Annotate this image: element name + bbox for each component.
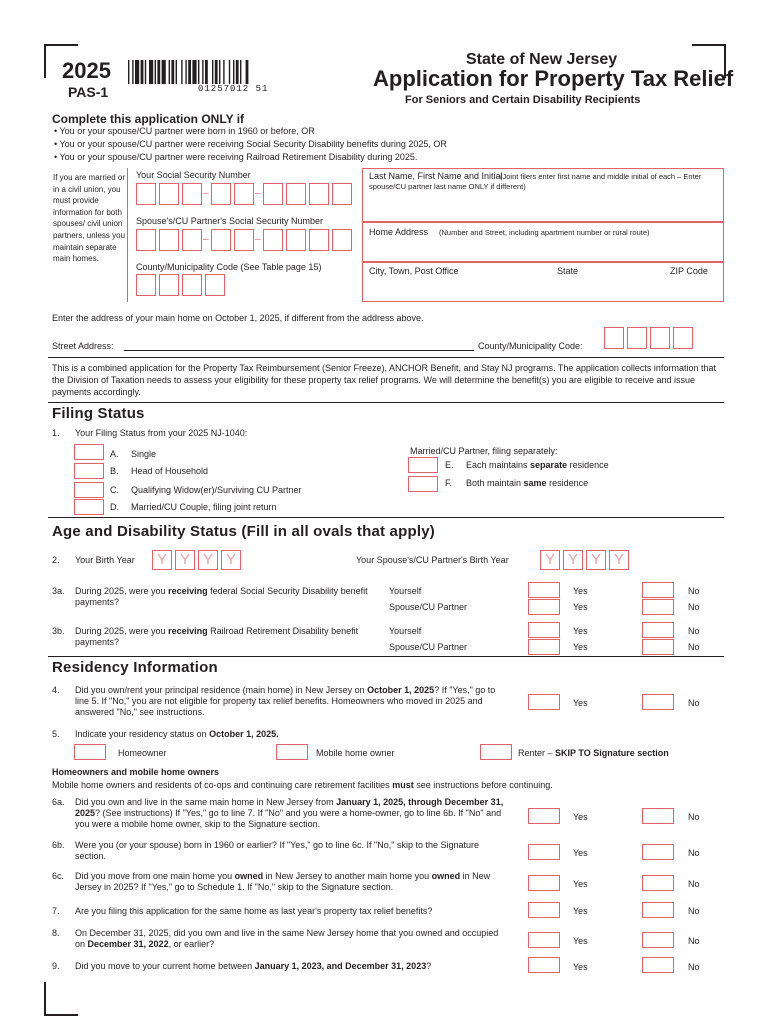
q3a-yourself-no-box[interactable] <box>642 582 674 598</box>
yes-label: Yes <box>573 962 588 972</box>
no-label: No <box>688 962 700 972</box>
option-hoh: Head of Household <box>131 466 209 476</box>
q2-spouse-text: Your Spouse's/CU Partner's Birth Year <box>356 555 509 565</box>
ssn-separator: – <box>255 188 261 199</box>
spouse-birth-year-digit[interactable]: Y <box>609 550 629 570</box>
barcode-bar <box>233 60 234 84</box>
divider-line <box>48 656 724 657</box>
yourself-label: Yourself <box>389 626 422 636</box>
q4-no-box[interactable] <box>642 694 674 710</box>
q8-text: On December 31, 2025, did you own and live in the same New Jersey home that you owned and occupied on December 31, 2022, or earlier? <box>75 928 499 949</box>
barcode-bar <box>192 60 196 84</box>
mobile-home-box[interactable] <box>276 744 308 760</box>
q8-yes-box[interactable] <box>528 932 560 948</box>
barcode-bar <box>185 60 186 84</box>
barcode-bar <box>141 60 144 84</box>
barcode-bar <box>215 60 218 84</box>
barcode-number: 01257012 51 <box>198 84 269 94</box>
barcode-bar <box>135 60 139 84</box>
spouse-label: Spouse/CU Partner <box>389 642 468 652</box>
no-label: No <box>688 848 700 858</box>
ssn-digit-box[interactable] <box>263 229 283 251</box>
combined-application-note: This is a combined application for the Property Tax Reimbursement (Senior Freeze), ANCHOR Benefit, and Stay NJ programs. The application collects information that the Division of Taxation needs to assess your eligibility for these property tax relief programs. We will determine the benefit(s) you are eligible to receive and issue payments accordingly. <box>52 363 716 397</box>
ssn-digit-box[interactable] <box>332 229 352 251</box>
state-name: State of New Jersey <box>466 51 618 68</box>
q3b-yourself-yes-box[interactable] <box>528 622 560 638</box>
ssn-digit-box[interactable] <box>309 183 329 205</box>
q6c-yes-box[interactable] <box>528 875 560 891</box>
no-label: No <box>688 936 700 946</box>
home-address-hint: (Number and Street, including apartment number or rural route) <box>439 228 650 237</box>
ssn-digit-box[interactable] <box>182 229 202 251</box>
ssn-digit-box[interactable] <box>211 183 231 205</box>
option-separate-e: Each maintains separate residence <box>466 460 609 470</box>
filing-single-box[interactable] <box>74 444 104 460</box>
divider-line <box>48 357 724 358</box>
zip-label: ZIP Code <box>670 266 708 276</box>
barcode-bar <box>157 60 160 84</box>
county-code-label-2: County/Municipality Code: <box>478 341 583 351</box>
q1-text: Your Filing Status from your 2025 NJ-1040: <box>75 428 248 438</box>
ssn-digit-box[interactable] <box>332 183 352 205</box>
q3b-text: During 2025, were you receiving Railroad Retirement Disability benefit payments? <box>75 626 359 647</box>
main-county-digit[interactable] <box>604 327 624 349</box>
option-letter: C. <box>110 485 119 495</box>
filing-widow-box[interactable] <box>74 482 104 498</box>
q6c-number: 6c. <box>52 871 65 881</box>
street-address-line[interactable] <box>124 350 474 351</box>
no-label: No <box>688 906 700 916</box>
yes-label: Yes <box>573 626 588 636</box>
divider-line <box>48 517 724 518</box>
birth-year-digit[interactable]: Y <box>221 550 241 570</box>
q9-no-box[interactable] <box>642 957 674 973</box>
spouse-label: Spouse/CU Partner <box>389 602 468 612</box>
barcode-bar <box>236 60 239 84</box>
main-home-intro: Enter the address of your main home on October 1, 2025, if different from the address above. <box>52 313 424 323</box>
home-address-label: Home Address <box>369 227 429 237</box>
name-label: Last Name, First Name and Initial <box>369 171 503 181</box>
barcode-bar <box>176 60 177 84</box>
ssn-digit-box[interactable] <box>182 183 202 205</box>
q4-number: 4. <box>52 685 60 695</box>
renter-label: Renter – SKIP TO Signature section <box>518 748 669 758</box>
ssn-separator: – <box>203 188 209 199</box>
q3b-spouse-no-box[interactable] <box>642 639 674 655</box>
filing-status-heading: Filing Status <box>52 405 145 422</box>
no-label: No <box>688 812 700 822</box>
q3a-spouse-yes-box[interactable] <box>528 599 560 615</box>
form-id: PAS-1 <box>68 84 109 100</box>
county-code-digit[interactable] <box>205 274 225 296</box>
barcode <box>128 60 298 84</box>
homeowner-label: Homeowner <box>118 748 167 758</box>
q8-number: 8. <box>52 928 60 938</box>
q3b-spouse-yes-box[interactable] <box>528 639 560 655</box>
barcode-bar <box>229 60 230 84</box>
q9-yes-box[interactable] <box>528 957 560 973</box>
renter-box[interactable] <box>480 744 512 760</box>
option-letter: A. <box>110 449 119 459</box>
barcode-bar <box>205 60 208 84</box>
no-label: No <box>688 586 700 596</box>
divider <box>127 168 128 302</box>
q7-number: 7. <box>52 906 60 916</box>
filing-joint-box[interactable] <box>74 499 104 515</box>
name-hint: (Joint filers enter first name and middle initial of each – Enter spouse/CU partner last name ONLY if different) <box>369 172 702 191</box>
barcode-bar <box>219 60 220 84</box>
barcode-bar <box>188 60 191 84</box>
q3a-text: During 2025, were you receiving federal Social Security Disability benefit payments? <box>75 586 368 607</box>
yes-label: Yes <box>573 586 588 596</box>
option-letter: B. <box>110 466 119 476</box>
barcode-bar <box>246 60 249 84</box>
birth-year-digit[interactable]: Y <box>152 550 172 570</box>
owners-heading: Homeowners and mobile home owners <box>52 767 220 777</box>
q6a-number: 6a. <box>52 797 65 807</box>
yourself-label: Yourself <box>389 586 422 596</box>
ssn-digit-box[interactable] <box>211 229 231 251</box>
option-separate-f: Both maintain same residence <box>466 478 589 488</box>
q3b-number: 3b. <box>52 626 65 636</box>
q6c-text: Did you move from one main home you owned in New Jersey to another main home you owned in New Jersey in 2025? If "Yes," go to Schedule 1. If "No," skip to the Signature section. <box>75 871 491 892</box>
yes-label: Yes <box>573 602 588 612</box>
q5-text: Indicate your residency status on October 1, 2025. <box>75 729 279 739</box>
ssn-digit-box[interactable] <box>159 229 179 251</box>
ssn-digit-box[interactable] <box>159 183 179 205</box>
barcode-bar <box>155 60 156 84</box>
q3a-spouse-no-box[interactable] <box>642 599 674 615</box>
county-code-digit[interactable] <box>182 274 202 296</box>
form-subtitle: For Seniors and Certain Disability Recipients <box>405 94 641 106</box>
barcode-bar <box>162 60 166 84</box>
separate-heading: Married/CU Partner, filing separately: <box>410 446 558 456</box>
city-label: City, Town, Post Office <box>369 266 459 276</box>
ssn-digit-box[interactable] <box>234 183 254 205</box>
ssn-separator: – <box>255 234 261 245</box>
option-single: Single <box>131 449 157 459</box>
q3b-yourself-no-box[interactable] <box>642 622 674 638</box>
q4-yes-box[interactable] <box>528 694 560 710</box>
barcode-bar <box>240 60 241 84</box>
homeowner-box[interactable] <box>74 744 106 760</box>
corner-mark-bottom-left <box>44 982 78 1016</box>
q6a-no-box[interactable] <box>642 808 674 824</box>
no-label: No <box>688 879 700 889</box>
q7-no-box[interactable] <box>642 902 674 918</box>
q7-text: Are you filing this application for the same home as last year's property tax relief benefits? <box>75 906 433 916</box>
city-state-zip-field[interactable] <box>362 262 724 302</box>
spouse-birth-year-digit[interactable]: Y <box>540 550 560 570</box>
ssn-digit-box[interactable] <box>234 229 254 251</box>
yes-label: Yes <box>573 698 588 708</box>
age-heading: Age and Disability Status (Fill in all ovals that apply) <box>52 523 435 540</box>
spouse-birth-year-digit[interactable]: Y <box>563 550 583 570</box>
q9-number: 9. <box>52 961 60 971</box>
no-label: No <box>688 626 700 636</box>
q2-number: 2. <box>52 555 60 565</box>
barcode-bar <box>145 60 146 84</box>
q9-text: Did you move to your current home between January 1, 2023, and December 31, 2023? <box>75 961 432 971</box>
state-label: State <box>557 266 579 276</box>
no-label: No <box>688 602 700 612</box>
q7-yes-box[interactable] <box>528 902 560 918</box>
main-county-digit[interactable] <box>673 327 693 349</box>
option-letter: E. <box>445 460 454 470</box>
eligibility-bullet-3: • You or your spouse/CU partner were receiving Railroad Retirement Disability during 2025. <box>54 152 417 163</box>
yes-label: Yes <box>573 812 588 822</box>
ssn-label: Your Social Security Number <box>136 170 251 180</box>
yes-label: Yes <box>573 879 588 889</box>
barcode-bar <box>169 60 170 84</box>
eligibility-bullet-2: • You or your spouse/CU partner were receiving Social Security Disability benefits during 2025, OR <box>54 139 447 150</box>
filing-separate-f-box[interactable] <box>408 476 438 492</box>
form-year: 2025 <box>62 58 111 83</box>
barcode-bar <box>202 60 203 84</box>
barcode-bar <box>149 60 153 84</box>
ssn-digit-box[interactable] <box>136 183 156 205</box>
yes-label: Yes <box>573 906 588 916</box>
q6a-text: Did you own and live in the same main home in New Jersey from January 1, 2025, through December 31, 2025? (See instructions) If "Yes," go to line 7. If "No" and you were a home-owner, go to line 6b. If "No" and you were a mobile home owner, skip to the Signature section. <box>75 797 504 829</box>
birth-year-digit[interactable]: Y <box>175 550 195 570</box>
eligibility-bullet-1: • You or your spouse/CU partner were born in 1960 or before, OR <box>54 126 315 137</box>
mobile-home-label: Mobile home owner <box>316 748 395 758</box>
q6b-yes-box[interactable] <box>528 844 560 860</box>
barcode-bar <box>132 60 133 84</box>
ssn-digit-box[interactable] <box>286 229 306 251</box>
q1-number: 1. <box>52 428 60 438</box>
eligibility-heading: Complete this application ONLY if <box>52 112 245 126</box>
q6a-yes-box[interactable] <box>528 808 560 824</box>
home-address-field[interactable] <box>362 222 724 262</box>
divider-line <box>48 402 724 403</box>
street-address-label: Street Address: <box>52 341 114 351</box>
ssn-digit-box[interactable] <box>263 183 283 205</box>
filing-hoh-box[interactable] <box>74 463 104 479</box>
no-label: No <box>688 698 700 708</box>
q6c-no-box[interactable] <box>642 875 674 891</box>
barcode-bar <box>171 60 174 84</box>
barcode-bar <box>128 60 129 84</box>
yes-label: Yes <box>573 848 588 858</box>
main-county-digit[interactable] <box>627 327 647 349</box>
q3a-number: 3a. <box>52 586 65 596</box>
no-label: No <box>688 642 700 652</box>
name-field[interactable] <box>362 168 724 222</box>
q8-no-box[interactable] <box>642 932 674 948</box>
ssn-separator: – <box>203 234 209 245</box>
county-code-digit[interactable] <box>159 274 179 296</box>
option-joint: Married/CU Couple, filing joint return <box>131 502 277 512</box>
option-widow: Qualifying Widow(er)/Surviving CU Partner <box>131 485 302 495</box>
residency-heading: Residency Information <box>52 659 218 676</box>
yes-label: Yes <box>573 642 588 652</box>
ssn-digit-box[interactable] <box>136 229 156 251</box>
spouse-birth-year-digit[interactable]: Y <box>586 550 606 570</box>
main-county-digit[interactable] <box>650 327 670 349</box>
form-title: Application for Property Tax Relief <box>373 66 734 91</box>
owners-note: Mobile home owners and residents of co-ops and continuing care retirement facilities must see instructions before continuing. <box>52 780 553 790</box>
filing-separate-e-box[interactable] <box>408 457 438 473</box>
q2-text: Your Birth Year <box>75 555 135 565</box>
q5-number: 5. <box>52 729 60 739</box>
q3a-yourself-yes-box[interactable] <box>528 582 560 598</box>
ssn-digit-box[interactable] <box>309 229 329 251</box>
county-code-digit[interactable] <box>136 274 156 296</box>
barcode-bar <box>212 60 213 84</box>
option-letter: D. <box>110 502 119 512</box>
q6b-text: Were you (or your spouse) born in 1960 or earlier? If "Yes," go to line 6c. If "No," skip to the Signature section. <box>75 840 479 861</box>
yes-label: Yes <box>573 936 588 946</box>
ssn-digit-box[interactable] <box>286 183 306 205</box>
q4-text: Did you own/rent your principal residence (main home) in New Jersey on October 1, 2025? If "Yes," go to line 5. If "No," you are not eligible for property tax relief benefits. Homeowners who moved in 2025 and answered "No," see instructions. <box>75 685 496 717</box>
county-code-label: County/Municipality Code (See Table page 15) <box>136 262 322 272</box>
birth-year-digit[interactable]: Y <box>198 550 218 570</box>
q6b-no-box[interactable] <box>642 844 674 860</box>
spouse-ssn-label: Spouse's/CU Partner's Social Security Number <box>136 216 324 226</box>
barcode-bar <box>181 60 182 84</box>
barcode-bar <box>198 60 199 84</box>
q6b-number: 6b. <box>52 840 65 850</box>
option-letter: F. <box>445 478 453 488</box>
barcode-bar <box>223 60 224 84</box>
married-note: If you are married or in a civil union, you must provide information for both spouses/ civil union partners, unless you maintain separate main homes. <box>53 173 126 264</box>
